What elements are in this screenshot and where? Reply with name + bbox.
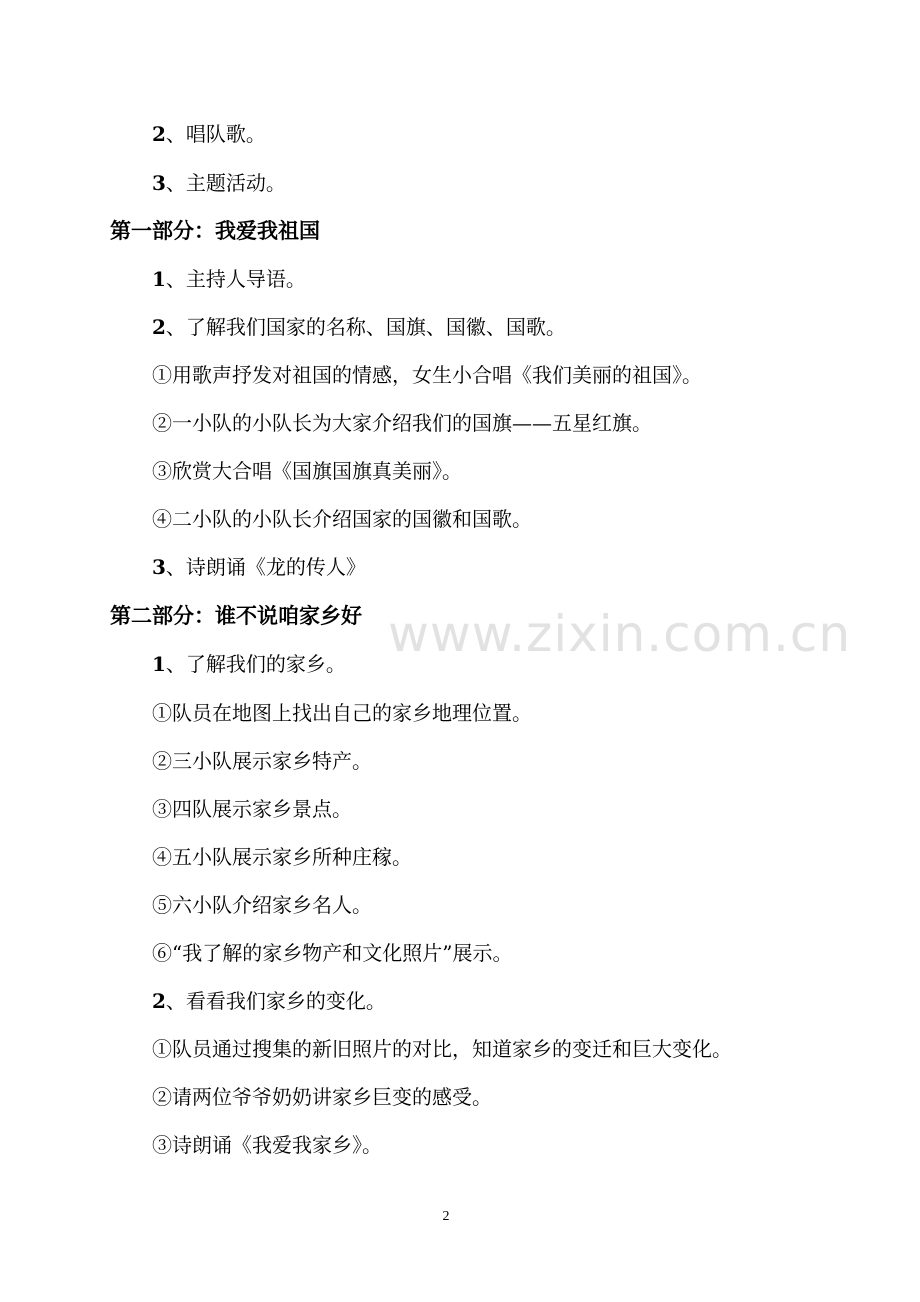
watermark: www.zixin.com.cn bbox=[388, 605, 852, 663]
sub-item: ③诗朗诵《我爱我家乡》。 bbox=[152, 1133, 382, 1157]
sub-item: ④二小队的小队长介绍国家的国徽和国歌。 bbox=[152, 507, 532, 531]
item-text: 、唱队歌。 bbox=[165, 122, 266, 146]
sub-item: ②请两位爷爷奶奶讲家乡巨变的感受。 bbox=[152, 1085, 492, 1109]
list-item bbox=[152, 652, 346, 676]
sub-item: ②一小队的小队长为大家介绍我们的国旗——五星红旗。 bbox=[152, 411, 652, 435]
sub-item: ①队员在地图上找出自己的家乡地理位置。 bbox=[152, 701, 532, 725]
item-number: 2 bbox=[152, 989, 166, 1013]
item-text: 、看看我们家乡的变化。 bbox=[165, 989, 386, 1013]
item-text: 、诗朗诵《龙的传人》 bbox=[165, 555, 366, 579]
list-item bbox=[152, 171, 286, 195]
list-item bbox=[152, 267, 306, 291]
item-number: 2 bbox=[152, 315, 166, 339]
sub-item: ③欣赏大合唱《国旗国旗真美丽》。 bbox=[152, 459, 462, 483]
item-text: 、主题活动。 bbox=[165, 171, 286, 195]
item-number: 1 bbox=[152, 267, 166, 291]
section-heading-part-two: 第二部分：谁不说咱家乡好 bbox=[110, 604, 362, 628]
item-number: 1 bbox=[152, 652, 166, 676]
list-item bbox=[152, 555, 366, 579]
sub-item: ④五小队展示家乡所种庄稼。 bbox=[152, 845, 412, 869]
sub-item: ⑤六小队介绍家乡名人。 bbox=[152, 893, 372, 917]
item-text: 、了解我们国家的名称、国旗、国徽、国歌。 bbox=[165, 315, 566, 339]
sub-item: ③四队展示家乡景点。 bbox=[152, 797, 352, 821]
sub-item: ⑥“我了解的家乡物产和文化照片”展示。 bbox=[152, 941, 513, 965]
item-number: 3 bbox=[152, 555, 166, 579]
sub-item: ②三小队展示家乡特产。 bbox=[152, 749, 372, 773]
sub-item: ①用歌声抒发对祖国的情感，女生小合唱《我们美丽的祖国》。 bbox=[152, 363, 702, 387]
item-text: 、了解我们的家乡。 bbox=[165, 652, 346, 676]
list-item bbox=[152, 315, 566, 339]
item-text: 、主持人导语。 bbox=[165, 267, 306, 291]
section-heading-part-one: 第一部分：我爱我祖国 bbox=[110, 219, 320, 243]
item-number: 2 bbox=[152, 122, 166, 146]
list-item bbox=[152, 122, 266, 146]
item-number: 3 bbox=[152, 171, 166, 195]
list-item bbox=[152, 989, 386, 1013]
page-number: 2 bbox=[442, 1209, 450, 1224]
sub-item: ①队员通过搜集的新旧照片的对比，知道家乡的变迁和巨大变化。 bbox=[152, 1037, 732, 1061]
